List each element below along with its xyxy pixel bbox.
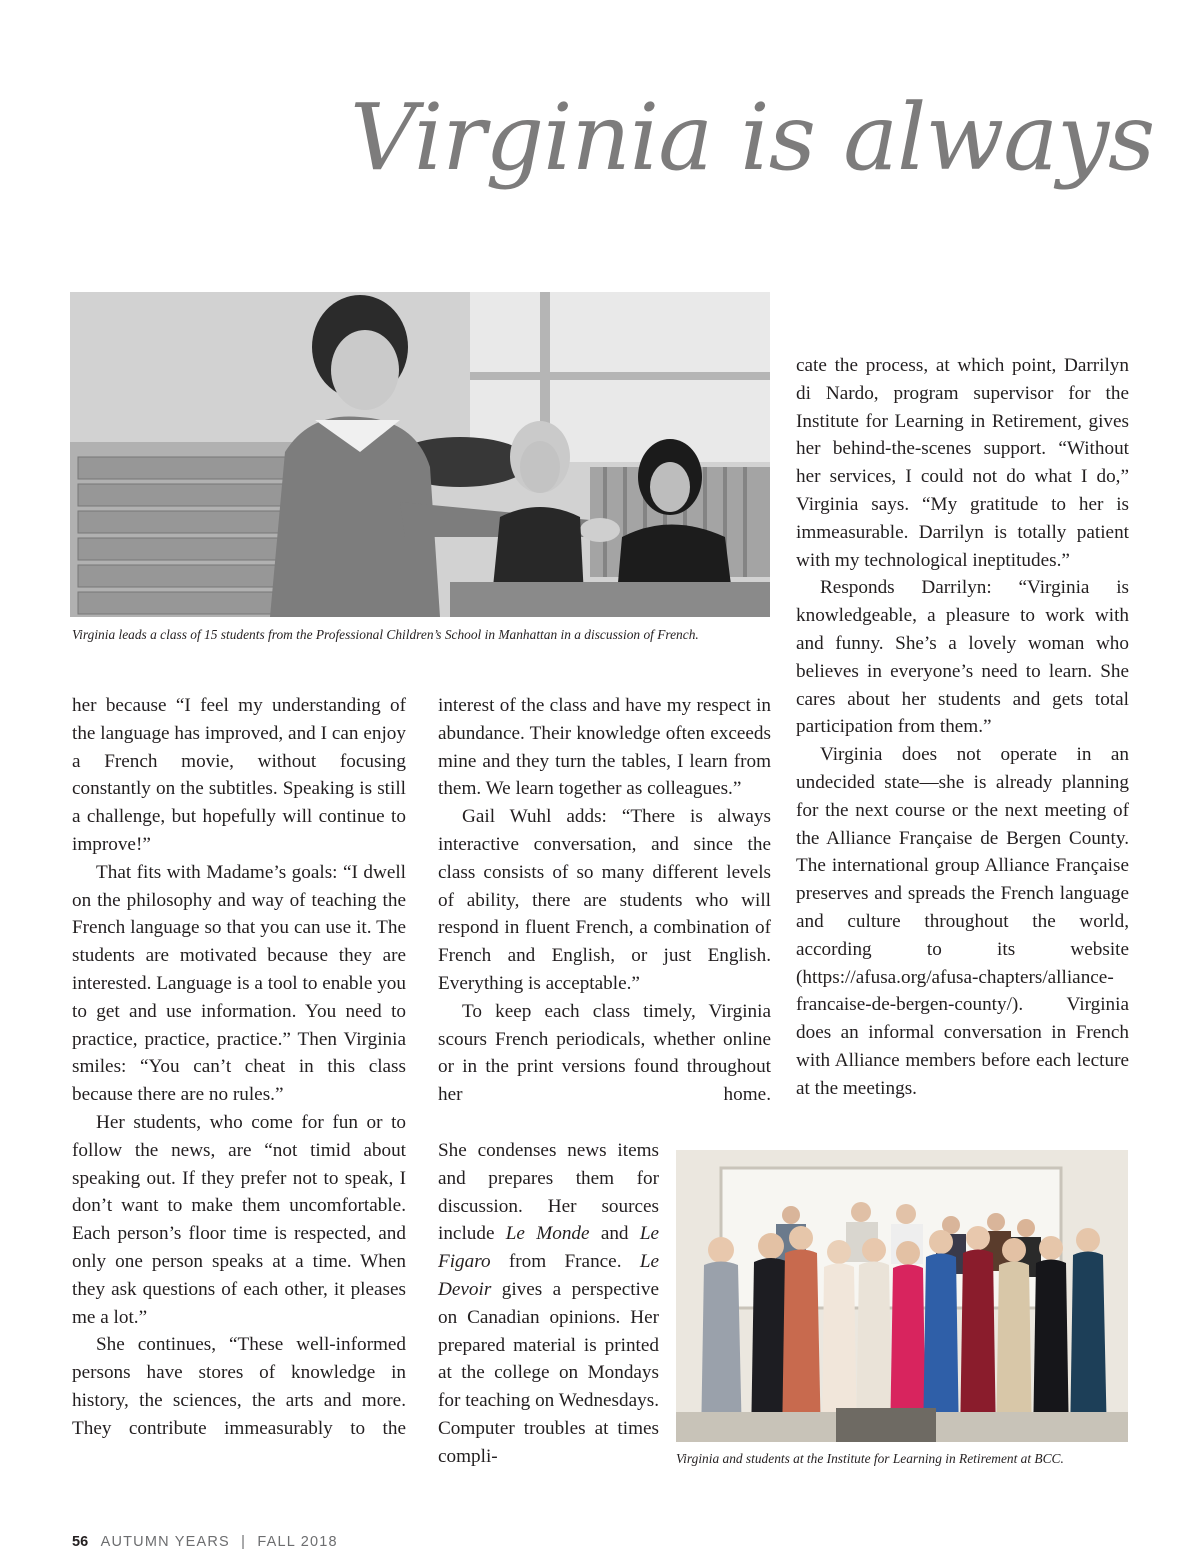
article-column-3 — [796, 352, 1129, 1103]
paragraph: Responds Darrilyn: “Virginia is knowledgeable, a pleasure to work with and funny. She’s a lovely woman who believes in everyone’s need to learn. She cares about her students and gets total participation from them.” — [796, 577, 1129, 738]
classroom-photo-illustration — [70, 292, 770, 617]
footer-separator: | — [241, 1534, 247, 1550]
text-run: and — [589, 1223, 640, 1245]
page-footer — [72, 1534, 338, 1550]
paragraph — [438, 1137, 659, 1471]
page-number: 56 — [72, 1534, 89, 1550]
group-photo-illustration — [676, 1150, 1128, 1442]
paragraph: Her students, who come for fun or to follow the news, are “not timid about speaking out. If they prefer not to speak, I don’t want to make them uncomfortable. Each person’s floor time is respected, and only one person speaks at a time. When they ask questions of each other, it pleases me a lot.” — [72, 1111, 406, 1328]
article-column-1 — [72, 692, 406, 1443]
photo2-caption: Virginia and students at the Institute for Learning in Retirement at BCC. — [676, 1451, 1064, 1466]
text-run: gives a perspective on Canadian opinions. Her prepared material is printed at the college on Mondays for teaching on Wednesdays. Computer troubles at times compli- — [438, 1278, 659, 1467]
paragraph: To keep each class timely, Virginia scours French periodicals, whether online or in the print versions found throughout her home. — [438, 1000, 771, 1106]
headline: Virginia is always — [350, 84, 1155, 191]
article-column-2-narrow — [438, 1137, 659, 1471]
publication-name: Le Monde — [505, 1223, 590, 1245]
group-photo — [676, 1150, 1128, 1442]
publication-name: Le Figaro — [438, 1223, 659, 1273]
publication-name: Le Devoir — [438, 1251, 659, 1300]
issue-date: FALL 2018 — [257, 1534, 338, 1550]
paragraph: She continues, “These well-informed persons have stores of knowledge in history, the sciences, the arts and more. They contribute immeasurably to the — [72, 1334, 406, 1439]
publication-name: AUTUMN YEARS — [100, 1534, 230, 1550]
paragraph: her because “I feel my understanding of the language has improved, and I can enjoy a French movie, without focusing constantly on the subtitles. Speaking is still a challenge, but hopefully will continue to improve!” — [72, 695, 406, 855]
photo1-caption: Virginia leads a class of 15 students from the Professional Children’s School in Manhattan in a discussion of French. — [72, 627, 699, 642]
classroom-photo — [70, 292, 770, 617]
text-run: from France. — [490, 1251, 640, 1273]
paragraph: Gail Wuhl adds: “There is always interactive conversation, and since the class consists of so many different levels of ability, there are students who will respond in fluent French, a combination of French and English, or just English. Everything is acceptable.” — [438, 806, 771, 994]
paragraph: interest of the class and have my respect in abundance. Their knowledge often exceeds mine and they turn the tables, I learn from them. We learn together as colleagues.” — [438, 695, 771, 800]
article-column-2 — [438, 692, 771, 1109]
paragraph: Virginia does not operate in an undecided state—she is already planning for the next course or the next meeting of the Alliance Française de Bergen County. The international group Alliance Française preserves and spreads the French language and culture throughout the world, according to its website (https://afusa.org/afusa-chapters/alliance-francaise-de-bergen-county/). Virginia does an informal conversation in French with Alliance members before each lecture at the meetings. — [796, 744, 1129, 1099]
paragraph: That fits with Madame’s goals: “I dwell on the philosophy and way of teaching the French language so that you can use it. The students are motivated because they are interested. Language is a tool to enable you to get and use information. You need to practice, practice, practice.” Then Virginia smiles: “You can’t cheat in this class because there are no rules.” — [72, 861, 406, 1106]
text-run: She condenses news items and prepares them for discussion. Her sources include — [438, 1140, 659, 1245]
paragraph: cate the process, at which point, Darrilyn di Nardo, program supervisor for the Institute for Learning in Retirement, gives her behind-the-scenes support. “Without her services, I could not do what I do,” Virginia says. “My gratitude to her is immeasurable. Darrilyn is totally patient with my technological ineptitudes.” — [796, 355, 1129, 571]
